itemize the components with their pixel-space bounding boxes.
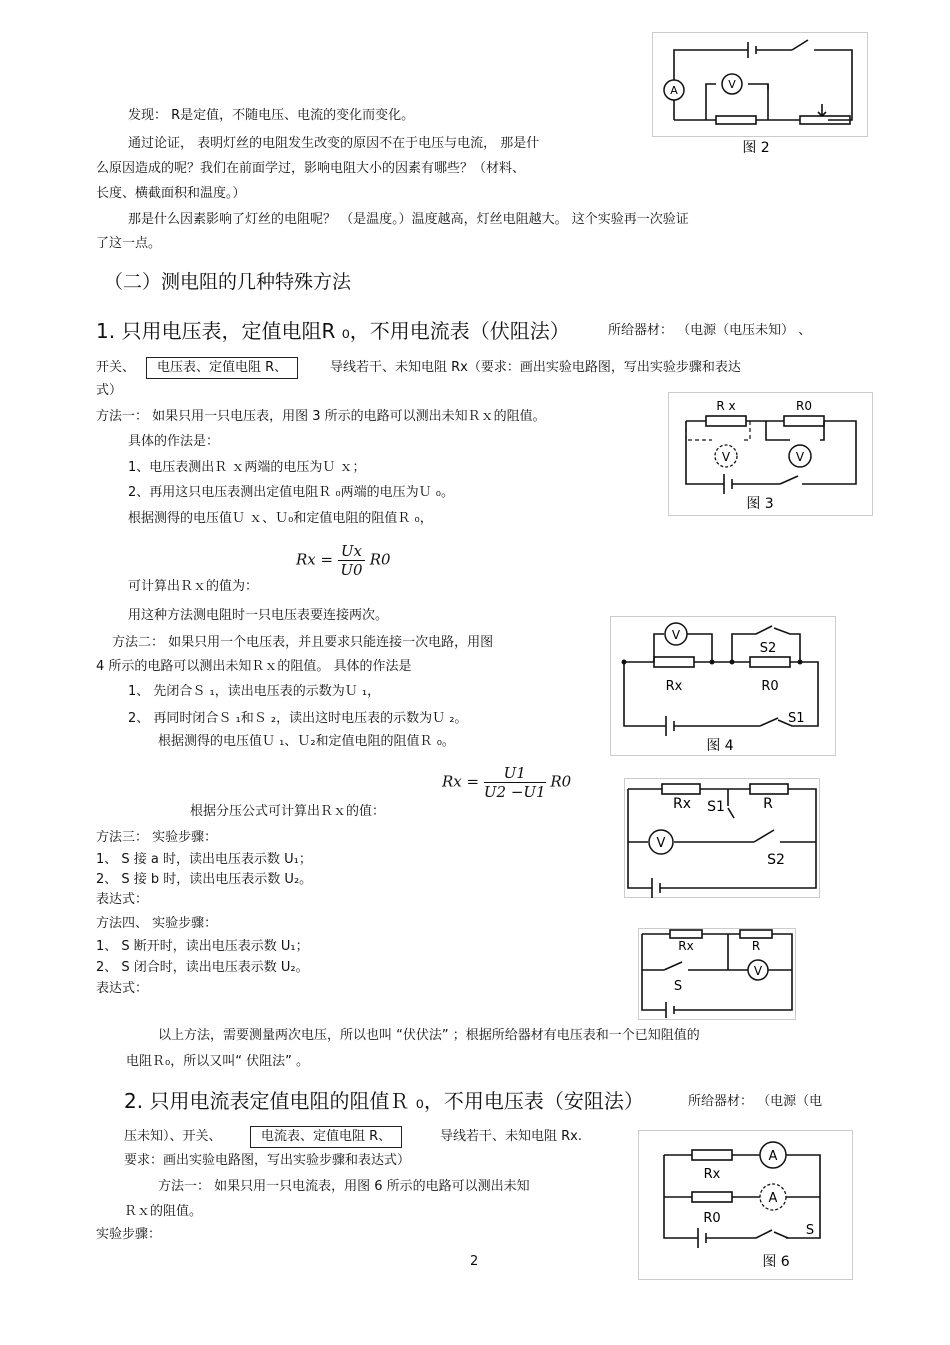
ammeter-label: A: [768, 1191, 778, 1206]
text-line: 2、 S 接 b 时，读出电压表示数 U₂。: [96, 872, 313, 887]
rx-label: Rx: [703, 1167, 721, 1182]
text-line: 方法一： 如果只用一只电压表，用图 3 所示的电路可以测出未知Ｒｘ的阻值。: [96, 409, 546, 424]
heading-method-2: 2. 只用电流表定值电阻的阻值Ｒ ₀，不用电压表（安阻法）: [124, 1089, 644, 1113]
r-label: R: [751, 939, 761, 953]
text-line: 表达式：: [96, 981, 149, 996]
text-line: 电阻Ｒ₀，所以又叫“ 伏阻法” 。: [126, 1054, 309, 1069]
rx-label: Rx: [665, 679, 683, 694]
voltmeter-label: V: [656, 836, 666, 851]
s2-label: S2: [767, 852, 785, 868]
r0-label: R0: [761, 679, 779, 694]
voltmeter-label: V: [671, 628, 681, 642]
text-line: 方法四、 实验步骤：: [96, 916, 218, 931]
text-line: 式）: [96, 383, 123, 398]
text-line: Ｒｘ的阻值。: [124, 1204, 203, 1219]
section-heading: （二）测电阻的几种特殊方法: [104, 271, 352, 293]
text-line: 要求：画出实验电路图，写出实验步骤和表达式）: [124, 1153, 411, 1168]
voltmeter-label: V: [753, 964, 763, 978]
text-line: 导线若干、未知电阻 Rx.: [440, 1129, 582, 1144]
text-line: 方法三： 实验步骤：: [96, 830, 218, 845]
text-line: 压未知）、开关、: [124, 1129, 222, 1144]
text-line: 通过论证， 表明灯丝的电阻发生改变的原因不在于电压与电流， 那是什: [128, 136, 540, 151]
voltmeter-label: V: [795, 450, 805, 464]
text-line: 2、再用这只电压表测出定值电阻Ｒ ₀两端的电压为Ｕ ₀。: [128, 485, 454, 500]
text-line: 2、 再同时闭合Ｓ ₁和Ｓ ₂，读出这时电压表的示数为Ｕ ₂。: [128, 711, 468, 726]
page-number: 2: [470, 1254, 479, 1269]
text-line: 1、 先闭合Ｓ ₁，读出电压表的示数为Ｕ ₁，: [128, 684, 381, 699]
ammeter-label: A: [670, 84, 678, 97]
formula-rx-voltage: Rx = $\frac{Ux}{U0}$ R0: [296, 542, 391, 579]
r0-label: R0: [703, 1211, 721, 1226]
text-line: 了这一点。: [96, 236, 162, 251]
text-line: 长度、横截面积和温度。）: [96, 186, 246, 201]
voltmeter-label: V: [721, 450, 731, 464]
figure-caption: 图 4: [706, 738, 734, 754]
text-line: 根据测得的电压值Ｕ ₁、Ｕ₂和定值电阻的阻值Ｒ ₀。: [158, 734, 455, 749]
text-line: 2、 S 闭合时，读出电压表示数 U₂。: [96, 960, 309, 975]
text-line: 根据测得的电压值Ｕ ｘ、Ｕ₀和定值电阻的阻值Ｒ ₀，: [128, 511, 433, 526]
text-line: 实验步骤：: [96, 1227, 162, 1242]
figure-3-circuit: [668, 392, 873, 516]
voltmeter-label: V: [728, 78, 736, 91]
text-line: 以上方法，需要测量两次电压，所以也叫 “伏伏法” ；根据所给器材有电压表和一个已知阻值的: [158, 1028, 700, 1043]
formula-rx-divider: Rx = $\frac{U1}{U2 -U1}$ R0: [442, 764, 572, 801]
text-line: 发现： R是定值，不随电压、电流的变化而变化。: [128, 108, 415, 123]
text-line: 1、 S 断开时，读出电压表示数 U₁；: [96, 939, 309, 954]
r0-label: R0: [796, 399, 812, 413]
figure-caption: 图 2: [742, 140, 770, 156]
text-line: 1、电压表测出Ｒ ｘ两端的电压为Ｕ ｘ；: [128, 460, 366, 475]
text-line: 表达式：: [96, 892, 149, 907]
text-line: 所给器材： （电源（电压未知） 、: [608, 323, 812, 338]
figure-caption: 图 3: [746, 496, 774, 512]
text-line: 可计算出Ｒｘ的值为：: [128, 579, 259, 594]
rx-label: Rx: [678, 939, 694, 953]
ammeter-label: A: [768, 1149, 778, 1164]
text-line: 开关、: [96, 360, 136, 375]
text-line: 么原因造成的呢？我们在前面学过，影响电阻大小的因素有哪些？（材料、: [96, 161, 526, 176]
text-line: 具体的作法是：: [128, 434, 220, 449]
text-line: 1、 S 接 a 时，读出电压表示数 U₁；: [96, 852, 312, 867]
rx-label: R x: [716, 399, 736, 413]
text-line: 4 所示的电路可以测出未知Ｒｘ的阻值。 具体的作法是: [96, 659, 412, 674]
s1-label: S1: [788, 711, 805, 726]
text-line: 方法二： 如果只用一个电压表，并且要求只能连接一次电路，用图: [112, 635, 494, 650]
s1-label: S1: [707, 799, 725, 815]
text-line: 用这种方法测电阻时一只电压表要连接两次。: [128, 608, 389, 623]
s-label: S: [673, 979, 683, 994]
s2-label: S2: [759, 641, 777, 656]
r-label: R: [763, 796, 773, 812]
figure-2-circuit: [652, 32, 868, 158]
figure-method-3-circuit: [624, 778, 820, 898]
figure-caption: 图 6: [762, 1254, 790, 1270]
heading-method-1: 1. 只用电压表，定值电阻R ₀，不用电流表（伏阻法）: [96, 319, 570, 343]
text-line: 根据分压公式可计算出Ｒｘ的值：: [190, 804, 386, 819]
equipment-box: 电流表、定值电阻 R、: [250, 1126, 402, 1148]
s-label: S: [805, 1223, 815, 1238]
text-line: 导线若干、未知电阻 Rx（要求：画出实验电路图，写出实验步骤和表达: [330, 360, 741, 375]
equipment-box: 电压表、定值电阻 R、: [146, 357, 298, 379]
rx-label: Rx: [672, 796, 692, 812]
text-line: 方法一： 如果只用一只电流表，用图 6 所示的电路可以测出未知: [158, 1179, 530, 1194]
text-line: 所给器材： （电源（电: [688, 1094, 823, 1109]
figure-method-4-circuit: [638, 928, 796, 1020]
text-line: 那是什么因素影响了灯丝的电阻呢？ （是温度。）温度越高，灯丝电阻越大。 这个实验再一次验证: [128, 212, 689, 227]
figure-4-circuit: [610, 616, 836, 756]
figure-6-circuit: [638, 1130, 853, 1280]
